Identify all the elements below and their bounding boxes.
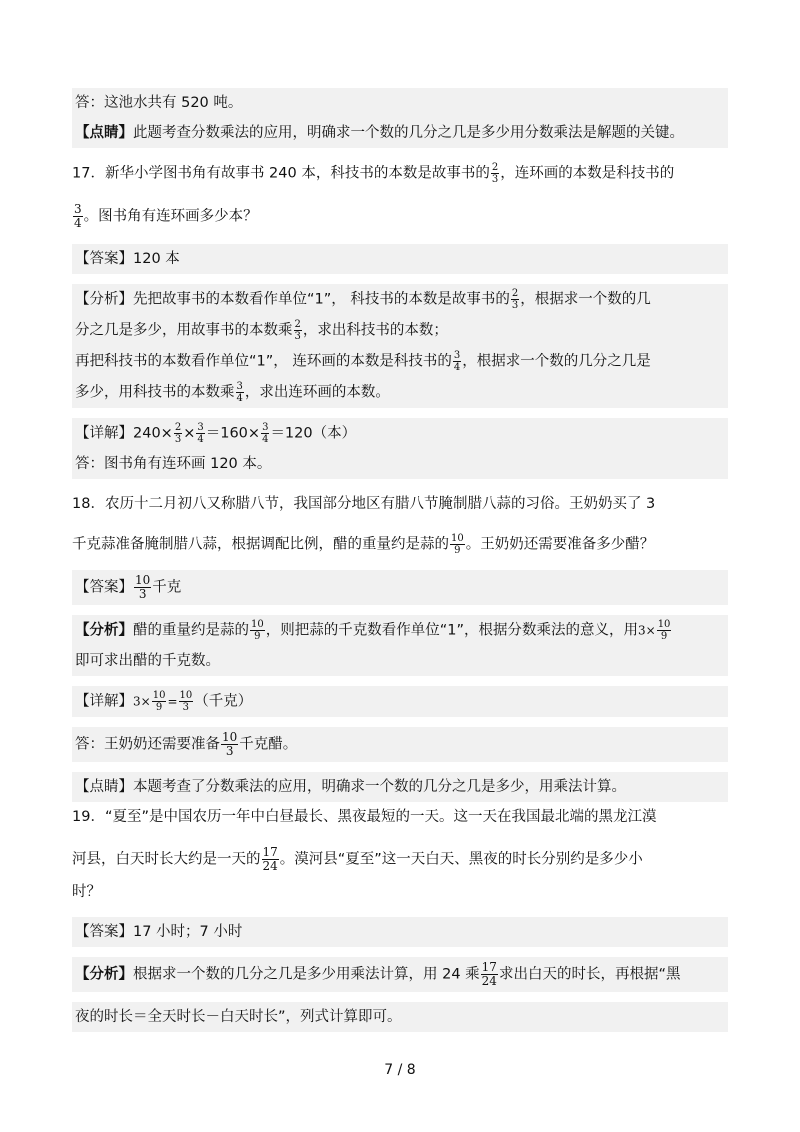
text: 。王奶奶还需要准备多少醋？ (465, 536, 655, 553)
question-17-line-1 (72, 158, 728, 189)
text: 【答案】120 本 (75, 251, 180, 267)
text: × (183, 425, 196, 442)
text: 【答案】 (75, 579, 133, 596)
fraction: $\frac{10}{3}$ (179, 690, 193, 713)
text: 答：王奶奶还需要准备 (75, 736, 220, 753)
fraction: $\frac{10}{3}$ (222, 730, 238, 758)
text: 。图书角有连环画多少本？ (83, 208, 258, 225)
text: 时？ (72, 884, 101, 900)
question-19-line-3 (72, 877, 728, 907)
text: 再把科技书的本数看作单位“1”， 连环画的本数是科技书的 (75, 353, 452, 370)
answer-18 (72, 570, 728, 605)
answer-17 (72, 244, 728, 274)
text: ，根据求一个数的几 (520, 291, 651, 308)
fraction: $\frac{2}{3}$ (491, 162, 499, 185)
analysis-19-line-1 (72, 957, 728, 992)
math: 3× (133, 694, 151, 709)
fraction: $\frac{3}{4}$ (74, 202, 82, 230)
text: ＝160× (205, 425, 261, 442)
text: 醋的重量约是蒜的 (133, 622, 249, 639)
fraction: $\frac{10}{9}$ (152, 690, 166, 713)
text: ，求出科技书的本数； (302, 322, 448, 339)
fraction: $\frac{2}{3}$ (294, 319, 301, 342)
fraction: $\frac{2}{3}$ (174, 422, 182, 445)
text: ，则把蒜的千克数看作单位“1”，根据分数乘法的意义，用 (265, 622, 638, 639)
text: 【点睛】本题考查了分数乘法的应用，明确求一个数的几分之几是多少，用乘法计算。 (75, 779, 626, 795)
label: 【点睛】 (75, 125, 133, 141)
text: （千克） (194, 693, 253, 710)
text: 千克 (152, 579, 182, 596)
document-page (72, 88, 728, 1032)
label: 【分析】 (75, 966, 133, 983)
detail-17 (72, 418, 728, 449)
answer-19 (72, 917, 728, 947)
text: 千克蒜准备腌制腊八蒜，根据调配比例，醋的重量约是蒜的 (72, 536, 449, 553)
fraction: $\frac{17}{24}$ (481, 960, 497, 988)
fraction: $\frac{10}{9}$ (251, 619, 264, 642)
text: 19．“夏至”是中国农历一年中白昼最长、黑夜最短的一天。这一天在我国最北端的黑龙江漠 (72, 809, 657, 825)
fraction: $\frac{17}{24}$ (262, 845, 278, 873)
text: 多少，用科技书的本数乘 (75, 384, 235, 401)
text: 答：这池水共有 520 吨。 (75, 95, 243, 111)
text: 根据求一个数的几分之几是多少用乘法计算，用 24 乘 (133, 966, 480, 983)
detail-18 (72, 686, 728, 717)
fraction: $\frac{3}{4}$ (262, 422, 269, 445)
label: 【分析】 (75, 622, 133, 639)
text: ，连环画的本数是科技书的 (500, 165, 675, 182)
comment-18 (72, 772, 728, 802)
question-18-line-2 (72, 529, 728, 560)
text: 答：图书角有连环画 120 本。 (75, 456, 272, 472)
answer-line-16 (72, 88, 728, 118)
text: 。漠河县“夏至”这一天白天、黑夜的时长分别约是多少小 (279, 851, 643, 868)
question-17-line-2 (72, 199, 728, 234)
conclusion-18 (72, 727, 728, 762)
fraction: $\frac{10}{9}$ (451, 533, 464, 556)
text: 求出白天的时长，再根据“黑 (498, 966, 681, 983)
fraction: $\frac{10}{3}$ (135, 573, 151, 601)
conclusion-17 (72, 449, 728, 479)
analysis-18-line-1 (72, 615, 728, 646)
text: 分之几是多少，用故事书的本数乘 (75, 322, 293, 339)
text: 此题考查分数乘法的应用，明确求一个数的几分之几是多少用分数乘法是解题的关键。 (133, 125, 684, 141)
analysis-18-line-2 (72, 646, 728, 676)
analysis-17-line-2 (72, 315, 728, 346)
text: 17．新华小学图书角有故事书 240 本，科技书的本数是故事书的 (72, 165, 490, 182)
text: 18．农历十二月初八又称腊八节，我国部分地区有腊八节腌制腊八蒜的习俗。王奶奶买了 3 (72, 496, 656, 512)
text: 【详解】240× (75, 425, 173, 442)
question-19-line-1 (72, 802, 728, 832)
text: 千克醋。 (239, 736, 298, 753)
text: 即可求出醋的千克数。 (75, 653, 220, 669)
analysis-17-line-3 (72, 346, 728, 377)
text: 【分析】先把故事书的本数看作单位“1”， 科技书的本数是故事书的 (75, 291, 510, 308)
question-18-line-1 (72, 489, 728, 519)
fraction: $\frac{3}{4}$ (197, 422, 204, 445)
text: 【详解】 (75, 693, 133, 710)
analysis-19-line-2 (72, 1002, 728, 1032)
analysis-17-line-1 (72, 284, 728, 315)
fraction: $\frac{3}{4}$ (453, 350, 461, 373)
math: 3× (637, 623, 656, 638)
fraction: $\frac{3}{4}$ (236, 381, 243, 404)
comment-line-16 (72, 118, 728, 148)
text: 【答案】17 小时；7 小时 (75, 924, 243, 940)
analysis-17-line-4 (72, 377, 728, 408)
text: ，根据求一个数的几分之几是 (462, 353, 651, 370)
page-number: 7 / 8 (384, 1062, 416, 1078)
math: = (167, 694, 178, 709)
text: ，求出连环画的本数。 (244, 384, 390, 401)
text: 河县，白天时长大约是一天的 (72, 851, 261, 868)
text: 夜的时长＝全天时长－白天时长”，列式计算即可。 (75, 1009, 402, 1025)
fraction: $\frac{10}{9}$ (657, 619, 671, 642)
text: ＝120（本） (270, 425, 357, 442)
fraction: $\frac{2}{3}$ (511, 288, 519, 311)
question-19-line-2 (72, 842, 728, 877)
